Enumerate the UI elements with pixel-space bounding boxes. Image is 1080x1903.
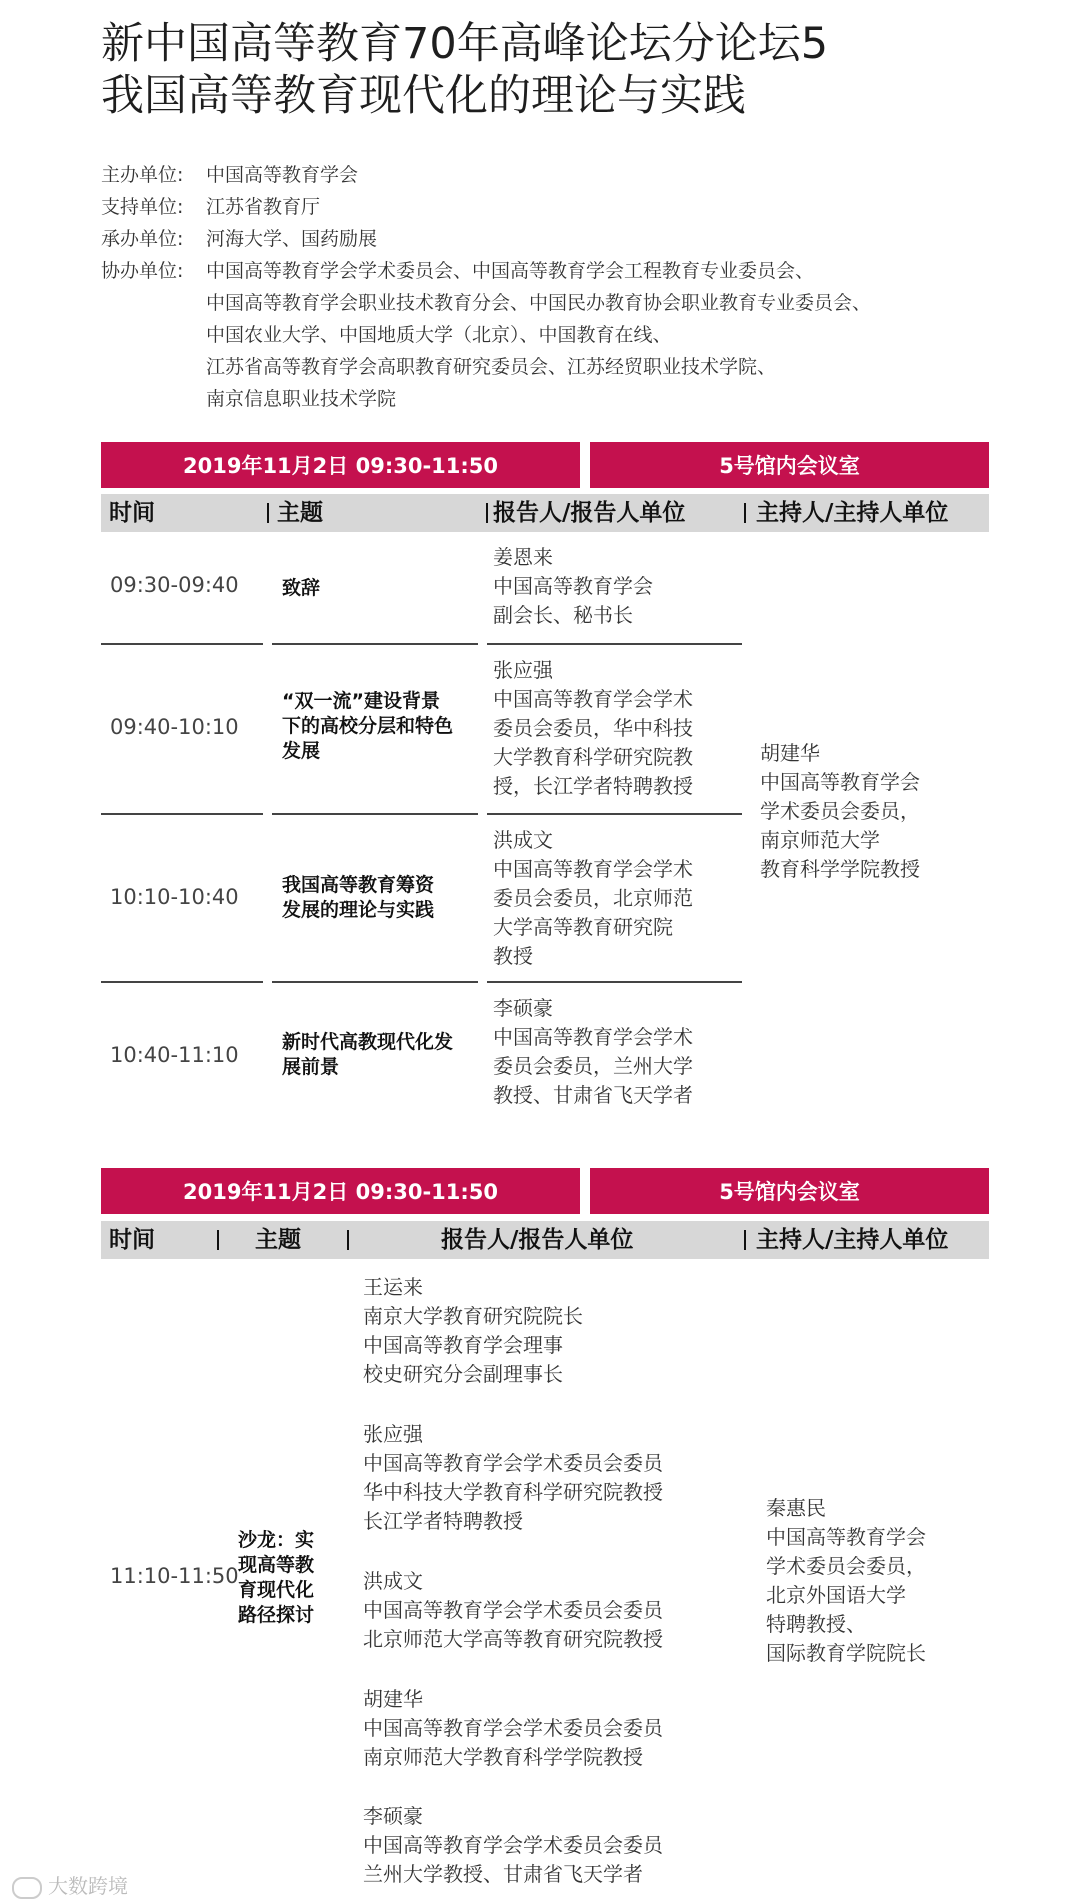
speaker-line: 长江学者特聘教授	[363, 1509, 523, 1533]
host-org-value: 中国高等教育学会	[206, 164, 359, 186]
header-time: 时间	[109, 1227, 155, 1253]
session1-row3-topic	[282, 873, 492, 923]
topic-line: “双一流”建设背景	[282, 690, 440, 712]
host-line: 教育科学学院教授	[760, 857, 920, 881]
session2-topic	[238, 1528, 338, 1628]
topic-line: 展前景	[282, 1056, 340, 1078]
session2-speaker	[363, 1685, 663, 1772]
row-divider	[101, 981, 263, 983]
watermark-logo-icon	[12, 1877, 42, 1899]
page-title	[101, 18, 1001, 122]
topic-line: 发展的理论与实践	[282, 899, 435, 921]
topic-line: 沙龙：实	[238, 1529, 315, 1551]
speaker-line: 教授、甘肃省飞天学者	[493, 1083, 693, 1107]
speaker-line: 大学教育科学研究院教	[493, 745, 693, 769]
row-divider	[487, 643, 742, 645]
host-line: 中国高等教育学会	[760, 770, 920, 794]
header-host: 主持人/主持人单位	[756, 500, 949, 526]
session1-host	[760, 739, 920, 884]
topic-line: 现高等教	[238, 1554, 315, 1576]
host-line: 中国高等教育学会	[766, 1525, 926, 1549]
header-host: 主持人/主持人单位	[756, 1227, 949, 1253]
row-divider	[272, 643, 478, 645]
session1-row2-topic	[282, 689, 492, 764]
speaker-line: 兰州大学教授、甘肃省飞天学者	[363, 1862, 643, 1886]
host-line: 学术委员会委员，	[766, 1554, 926, 1578]
row-divider	[487, 813, 742, 815]
assist-org-line: 江苏省高等教育学会高职教育研究委员会、江苏经贸职业技术学院、	[206, 356, 777, 378]
session1-row4-time: 10:40-11:10	[110, 1043, 239, 1067]
assist-org-line: 中国高等教育学会学术委员会、中国高等教育学会工程教育专业委员会、	[206, 260, 815, 282]
speaker-name: 洪成文	[493, 828, 553, 852]
header-speaker: 报告人/报告人单位	[493, 500, 686, 526]
session1-row1-topic	[282, 576, 482, 601]
watermark-text: 大数跨境	[48, 1874, 128, 1898]
speaker-line: 委员会委员，兰州大学	[493, 1054, 693, 1078]
speaker-line: 中国高等教育学会学术委员会委员	[363, 1598, 663, 1622]
header-divider	[486, 503, 488, 523]
watermark	[12, 1870, 128, 1899]
speaker-name: 张应强	[363, 1422, 423, 1446]
support-org-label: 支持单位:	[101, 196, 184, 218]
undertake-org	[101, 224, 377, 251]
header-divider	[267, 503, 269, 523]
header-topic: 主题	[277, 500, 323, 526]
session2-date-bar: 2019年11月2日 09:30-11:50	[101, 1168, 580, 1214]
title-line-1: 新中国高等教育70年高峰论坛分论坛5	[101, 19, 829, 69]
undertake-org-label: 承办单位:	[101, 228, 184, 250]
title-line-2: 我国高等教育现代化的理论与实践	[101, 71, 746, 121]
header-topic: 主题	[255, 1227, 301, 1253]
host-line: 北京外国语大学	[766, 1583, 906, 1607]
session2-time: 11:10-11:50	[110, 1564, 239, 1588]
session2-speaker	[363, 1273, 583, 1389]
speaker-name: 王运来	[363, 1275, 423, 1299]
session1-row3-speaker	[493, 826, 693, 971]
speaker-line: 中国高等教育学会学术	[493, 1025, 693, 1049]
row-divider	[272, 813, 478, 815]
session1-row1-time: 09:30-09:40	[110, 573, 239, 597]
session1-row2-time: 09:40-10:10	[110, 715, 239, 739]
session1-row4-speaker	[493, 994, 693, 1110]
assist-org-line: 中国高等教育学会职业技术教育分会、中国民办教育协会职业教育专业委员会、	[206, 292, 872, 314]
speaker-line: 大学高等教育研究院	[493, 915, 673, 939]
session2-speaker	[363, 1802, 663, 1889]
speaker-line: 中国高等教育学会理事	[363, 1333, 563, 1357]
speaker-line: 南京师范大学教育科学学院教授	[363, 1745, 643, 1769]
speaker-name: 李硕豪	[493, 996, 553, 1020]
speaker-line: 授，长江学者特聘教授	[493, 774, 693, 798]
host-name: 秦惠民	[766, 1496, 826, 1520]
speaker-name: 张应强	[493, 658, 553, 682]
session1-date-bar: 2019年11月2日 09:30-11:50	[101, 442, 580, 488]
session2-host	[766, 1494, 926, 1668]
speaker-line: 委员会委员，北京师范	[493, 886, 693, 910]
session2-header-row	[101, 1221, 989, 1259]
host-line: 特聘教授、	[766, 1612, 866, 1636]
row-divider	[101, 813, 263, 815]
support-org-value: 江苏省教育厅	[206, 196, 321, 218]
speaker-line: 华中科技大学教育科学研究院教授	[363, 1480, 663, 1504]
support-org	[101, 192, 320, 219]
header-divider	[744, 1230, 746, 1250]
speaker-line: 中国高等教育学会学术委员会委员	[363, 1833, 663, 1857]
speaker-name: 李硕豪	[363, 1804, 423, 1828]
speaker-line: 副会长、秘书长	[493, 603, 633, 627]
host-line: 南京师范大学	[760, 828, 880, 852]
assist-org-line: 南京信息职业技术学院	[206, 388, 397, 410]
topic-line: 育现代化	[238, 1579, 315, 1601]
header-divider	[744, 503, 746, 523]
undertake-org-value: 河海大学、国药励展	[206, 228, 378, 250]
header-time: 时间	[109, 500, 155, 526]
speaker-line: 委员会委员，华中科技	[493, 716, 693, 740]
host-org	[101, 160, 358, 187]
header-divider	[217, 1230, 219, 1250]
session1-header-row	[101, 494, 989, 532]
speaker-line: 南京大学教育研究院院长	[363, 1304, 583, 1328]
speaker-name: 姜恩来	[493, 545, 553, 569]
topic-line: 我国高等教育筹资	[282, 874, 435, 896]
speaker-name: 胡建华	[363, 1687, 423, 1711]
topic-line: 路径探讨	[238, 1604, 315, 1626]
topic-line: 新时代高教现代化发	[282, 1031, 454, 1053]
session2-speaker	[363, 1567, 663, 1654]
assist-org-label: 协办单位:	[101, 260, 184, 282]
row-divider	[101, 643, 263, 645]
host-line: 国际教育学院院长	[766, 1641, 926, 1665]
speaker-line: 中国高等教育学会学术委员会委员	[363, 1451, 663, 1475]
host-org-label: 主办单位:	[101, 164, 184, 186]
session1-row4-topic	[282, 1030, 492, 1080]
topic-line: 下的高校分层和特色	[282, 715, 454, 737]
speaker-line: 北京师范大学高等教育研究院教授	[363, 1627, 663, 1651]
speaker-line: 教授	[493, 944, 533, 968]
session2-speaker	[363, 1420, 663, 1536]
session2-room-bar: 5号馆内会议室	[590, 1168, 989, 1214]
speaker-line: 中国高等教育学会学术	[493, 687, 693, 711]
host-line: 学术委员会委员，	[760, 799, 920, 823]
row-divider	[487, 981, 742, 983]
session1-row3-time: 10:10-10:40	[110, 885, 239, 909]
speaker-name: 洪成文	[363, 1569, 423, 1593]
session1-row1-speaker	[493, 543, 653, 630]
speaker-line: 中国高等教育学会学术委员会委员	[363, 1716, 663, 1740]
topic-line: 发展	[282, 740, 321, 762]
row-divider	[272, 981, 478, 983]
speaker-line: 中国高等教育学会学术	[493, 857, 693, 881]
header-divider	[347, 1230, 349, 1250]
assist-org-line: 中国农业大学、中国地质大学（北京）、中国教育在线、	[206, 324, 672, 346]
speaker-line: 中国高等教育学会	[493, 574, 653, 598]
session1-room-bar: 5号馆内会议室	[590, 442, 989, 488]
host-name: 胡建华	[760, 741, 820, 765]
topic-line: 致辞	[282, 577, 321, 599]
speaker-line: 校史研究分会副理事长	[363, 1362, 563, 1386]
header-speaker: 报告人/报告人单位	[441, 1227, 634, 1253]
session1-row2-speaker	[493, 656, 693, 801]
